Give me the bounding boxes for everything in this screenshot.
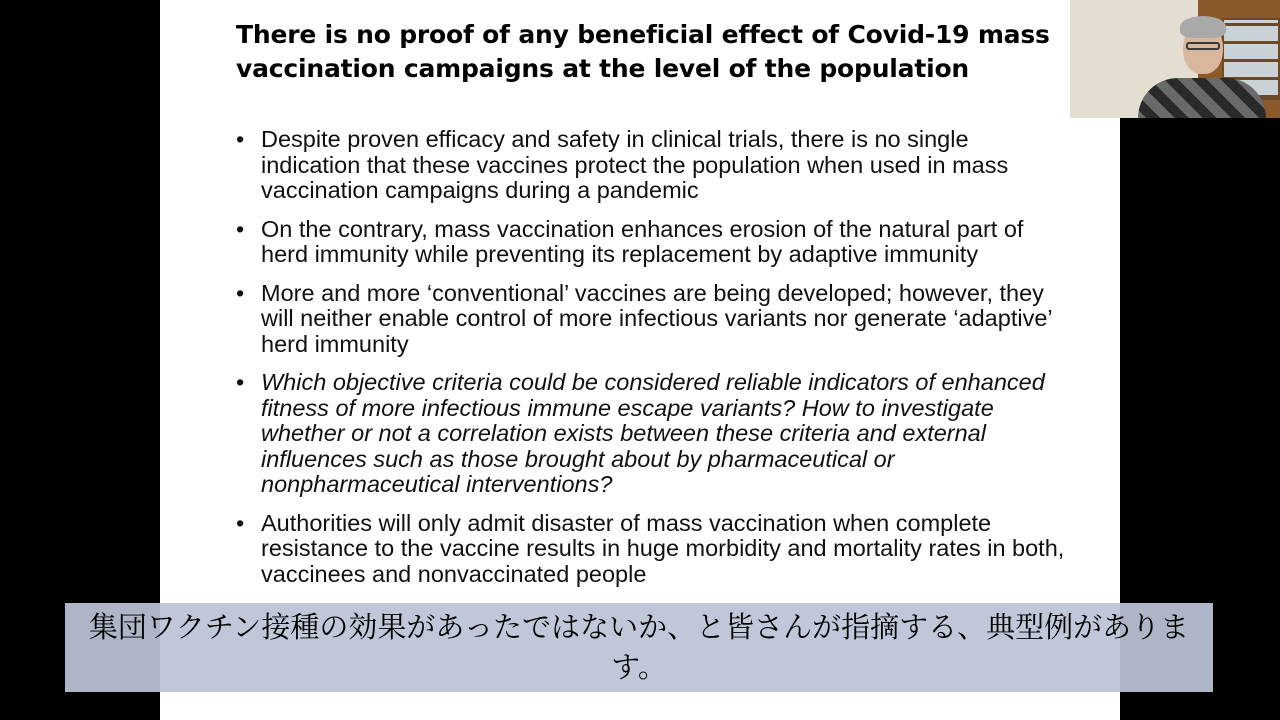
- bullet-item: [236, 511, 1066, 588]
- bullet-item: [236, 370, 1066, 498]
- speaker-hair: [1180, 16, 1226, 38]
- bullet-text: More and more ‘conventional’ vaccines are being developed; however, they will neither enable control of more infectious variants nor generate ‘adaptive’ herd immunity: [261, 279, 1052, 357]
- bullet-dot-icon: •: [236, 509, 245, 536]
- bullet-dot-icon: •: [236, 126, 245, 152]
- slide-title: There is no proof of any beneficial effect of Covid-19 mass vaccination campaigns at the level of the population: [236, 20, 1050, 83]
- bullet-dot-icon: •: [236, 369, 245, 395]
- bullet-item: [236, 127, 1066, 204]
- speaker-glasses-icon: [1186, 42, 1220, 50]
- webcam-overlay: [1070, 0, 1280, 118]
- bullet-text: On the contrary, mass vaccination enhances erosion of the natural part of herd immunity while preventing its replacement by adaptive immunity: [261, 215, 1024, 267]
- bullet-list: [236, 127, 1066, 600]
- subtitle-caption: 集団ワクチン接種の効果があったではないか、と皆さんが指摘する、典型例があります。: [65, 603, 1213, 692]
- bullet-text: Authorities will only admit disaster of mass vaccination when complete resistance to the vaccine results in huge morbidity and mortality rates in both, vaccinees and nonvaccinated people: [261, 509, 1065, 587]
- bullet-dot-icon: •: [236, 279, 245, 306]
- speaker-body: [1138, 78, 1266, 118]
- bullet-dot-icon: •: [236, 215, 245, 242]
- bullet-text: Despite proven efficacy and safety in clinical trials, there is no single indication that these vaccines protect the population when used in mass vaccination campaigns during a pandemic: [261, 126, 1009, 203]
- bullet-item: [236, 281, 1066, 358]
- bullet-text: Which objective criteria could be considered reliable indicators of enhanced fitness of more infectious immune escape variants? How to investigate whether or not a correlation exists between these criteria and external influences such as those brought about by pharmaceutical or nonpharmaceutical interventions?: [261, 369, 1045, 497]
- bullet-item: [236, 217, 1066, 268]
